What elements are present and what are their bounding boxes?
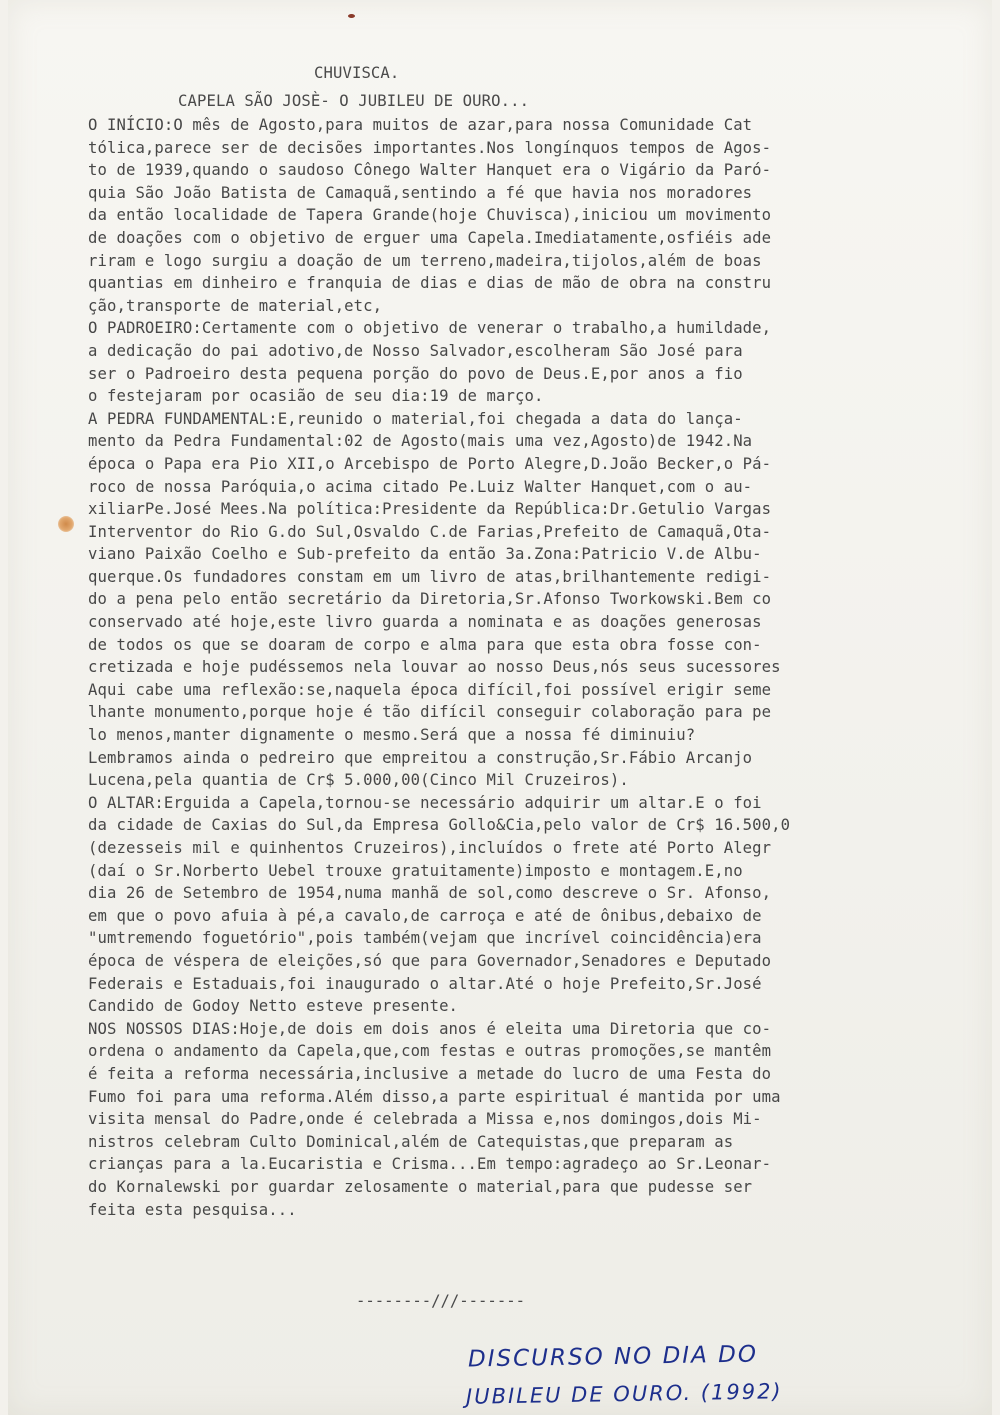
text-line: de doações com o objetivo de erguer uma Capela.Imediatamente,osfiéis ade (88, 228, 772, 247)
text-line: Federais e Estaduais,foi inaugurado o altar.Até o hoje Prefeito,Sr.José (88, 974, 762, 993)
text-line: Fumo foi para uma reforma.Além disso,a parte espiritual é mantida por uma (88, 1087, 781, 1106)
document-body (88, 114, 790, 1221)
section-divider: --------///------- (356, 1292, 525, 1310)
text-line: época de véspera de eleições,só que para Governador,Senadores e Deputado (88, 951, 772, 970)
text-line: "umtremendo foguetório",pois também(vejam que incrível coincidência)era (88, 929, 762, 948)
handwritten-note-line-2: JUBILEU DE OURO. (1992) (465, 1379, 783, 1409)
text-line: época o Papa era Pio XII,o Arcebispo de Porto Alegre,D.João Becker,o Pá- (88, 454, 772, 473)
text-line: o festejaram por ocasião de seu dia:19 de março. (88, 387, 544, 406)
text-line: é feita a reforma necessária,inclusive a metade do lucro de uma Festa do (88, 1064, 772, 1083)
text-line: da cidade de Caxias do Sul,da Empresa Gollo&Cia,pelo valor de Cr$ 16.500,0 (88, 816, 791, 835)
text-line: cretizada e hoje pudéssemos nela louvar ao nosso Deus,nós seus sucessores (88, 658, 781, 677)
text-line: O INÍCIO:O mês de Agosto,para muitos de azar,para nossa Comunidade Cat (88, 116, 753, 134)
text-line: roco de nossa Paróquia,o acima citado Pe.Luiz Walter Hanquet,com o au- (88, 477, 753, 496)
text-line: A PEDRA FUNDAMENTAL:E,reunido o material,foi chegada a data do lança- (88, 409, 743, 428)
text-line: ordena o andamento da Capela,que,com festas e outras promoções,se mantêm (88, 1042, 772, 1061)
text-line: lhante monumento,porque hoje é tão difícil conseguir colaboração para pe (88, 703, 772, 722)
text-line: Aqui cabe uma reflexão:se,naquela época difícil,foi possível erigir seme (88, 680, 772, 699)
text-line: xiliarPe.José Mees.Na política:Presidente da República:Dr.Getulio Vargas (88, 500, 772, 519)
ink-speck (348, 14, 355, 18)
text-line: da então localidade de Tapera Grande(hoje Chuvisca),iniciou um movimento (88, 206, 772, 225)
text-line: Lembramos ainda o pedreiro que empreitou a construção,Sr.Fábio Arcanjo (88, 748, 753, 767)
text-line: viano Paixão Coelho e Sub-prefeito da então 3a.Zona:Patricio V.de Albu- (88, 545, 762, 564)
text-line: de todos os que se doaram de corpo e alma para que esta obra fosse con- (88, 635, 762, 654)
text-line: (daí o Sr.Norberto Uebel trouxe gratuitamente)imposto e montagem.E,no (88, 861, 743, 880)
text-line: ser o Padroeiro desta pequena porção do povo de Deus.E,por anos a fio (88, 364, 743, 383)
text-line: dia 26 de Setembro de 1954,numa manhã de sol,como descreve o Sr. Afonso, (88, 884, 772, 903)
text-line: feita esta pesquisa... (88, 1200, 297, 1219)
text-line: mento da Pedra Fundamental:02 de Agosto(mais uma vez,Agosto)de 1942.Na (88, 432, 753, 451)
text-line: NOS NOSSOS DIAS:Hoje,de dois em dois anos é eleita uma Diretoria que co- (88, 1019, 772, 1038)
text-line: (dezesseis mil e quinhentos Cruzeiros),incluídos o frete até Porto Alegr (88, 839, 772, 857)
text-line: do Kornalewski por guardar zelosamente o material,para que pudesse ser (88, 1177, 753, 1196)
handwritten-note-line-1: DISCURSO NO DIA DO (467, 1341, 759, 1373)
text-line: querque.Os fundadores constam em um livro de atas,brilhantemente redigi- (88, 567, 772, 586)
text-line: visita mensal do Padre,onde é celebrada a Missa e,nos domingos,dois Mi- (88, 1110, 762, 1129)
text-line: quia São João Batista de Camaquã,sentindo a fé que havia nos moradores (88, 183, 753, 202)
text-line: conservado até hoje,este livro guarda a nominata e as doações generosas (88, 613, 762, 632)
text-line: Interventor do Rio G.do Sul,Osvaldo C.de Farias,Prefeito de Camaquã,Ota- (88, 522, 772, 541)
document-subtitle: CAPELA SÃO JOSÈ- O JUBILEU DE OURO... (178, 92, 530, 110)
text-line: a dedicação do pai adotivo,de Nosso Salvador,escolheram São José para (88, 341, 743, 360)
text-line: do a pena pelo então secretário da Diretoria,Sr.Afonso Tworkowski.Bem co (88, 590, 772, 609)
text-line: to de 1939,quando o saudoso Cônego Walter Hanquet era o Vigário da Paró- (88, 161, 772, 180)
text-line: em que o povo afuia à pé,a cavalo,de carroça e até de ônibus,debaixo de (88, 906, 762, 925)
text-line: O ALTAR:Erguida a Capela,tornou-se necessário adquirir um altar.E o foi (88, 793, 762, 812)
text-line: Candido de Godoy Netto esteve presente. (88, 997, 459, 1016)
text-line: quantias em dinheiro e franquia de dias e dias de mão de obra na constru (88, 274, 772, 293)
text-line: O PADROEIRO:Certamente com o objetivo de venerar o trabalho,a humildade, (88, 319, 772, 338)
text-line: riram e logo surgiu a doação de um terreno,madeira,tijolos,além de boas (88, 251, 762, 270)
text-line: lo menos,manter dignamente o mesmo.Será que a nossa fé diminuiu? (88, 726, 696, 745)
text-line: ção,transporte de material,etc, (88, 296, 383, 315)
paper-stain (58, 516, 74, 532)
text-line: crianças para a la.Eucaristia e Crisma...Em tempo:agradeço ao Sr.Leonar- (88, 1155, 772, 1174)
document-title: CHUVISCA. (314, 64, 400, 82)
text-line: tólica,parece ser de decisões importantes.Nos longínquos tempos de Agos- (88, 138, 772, 157)
text-line: Lucena,pela quantia de Cr$ 5.000,00(Cinco Mil Cruzeiros). (88, 771, 629, 790)
text-line: nistros celebram Culto Dominical,além de Catequistas,que preparam as (88, 1132, 734, 1151)
